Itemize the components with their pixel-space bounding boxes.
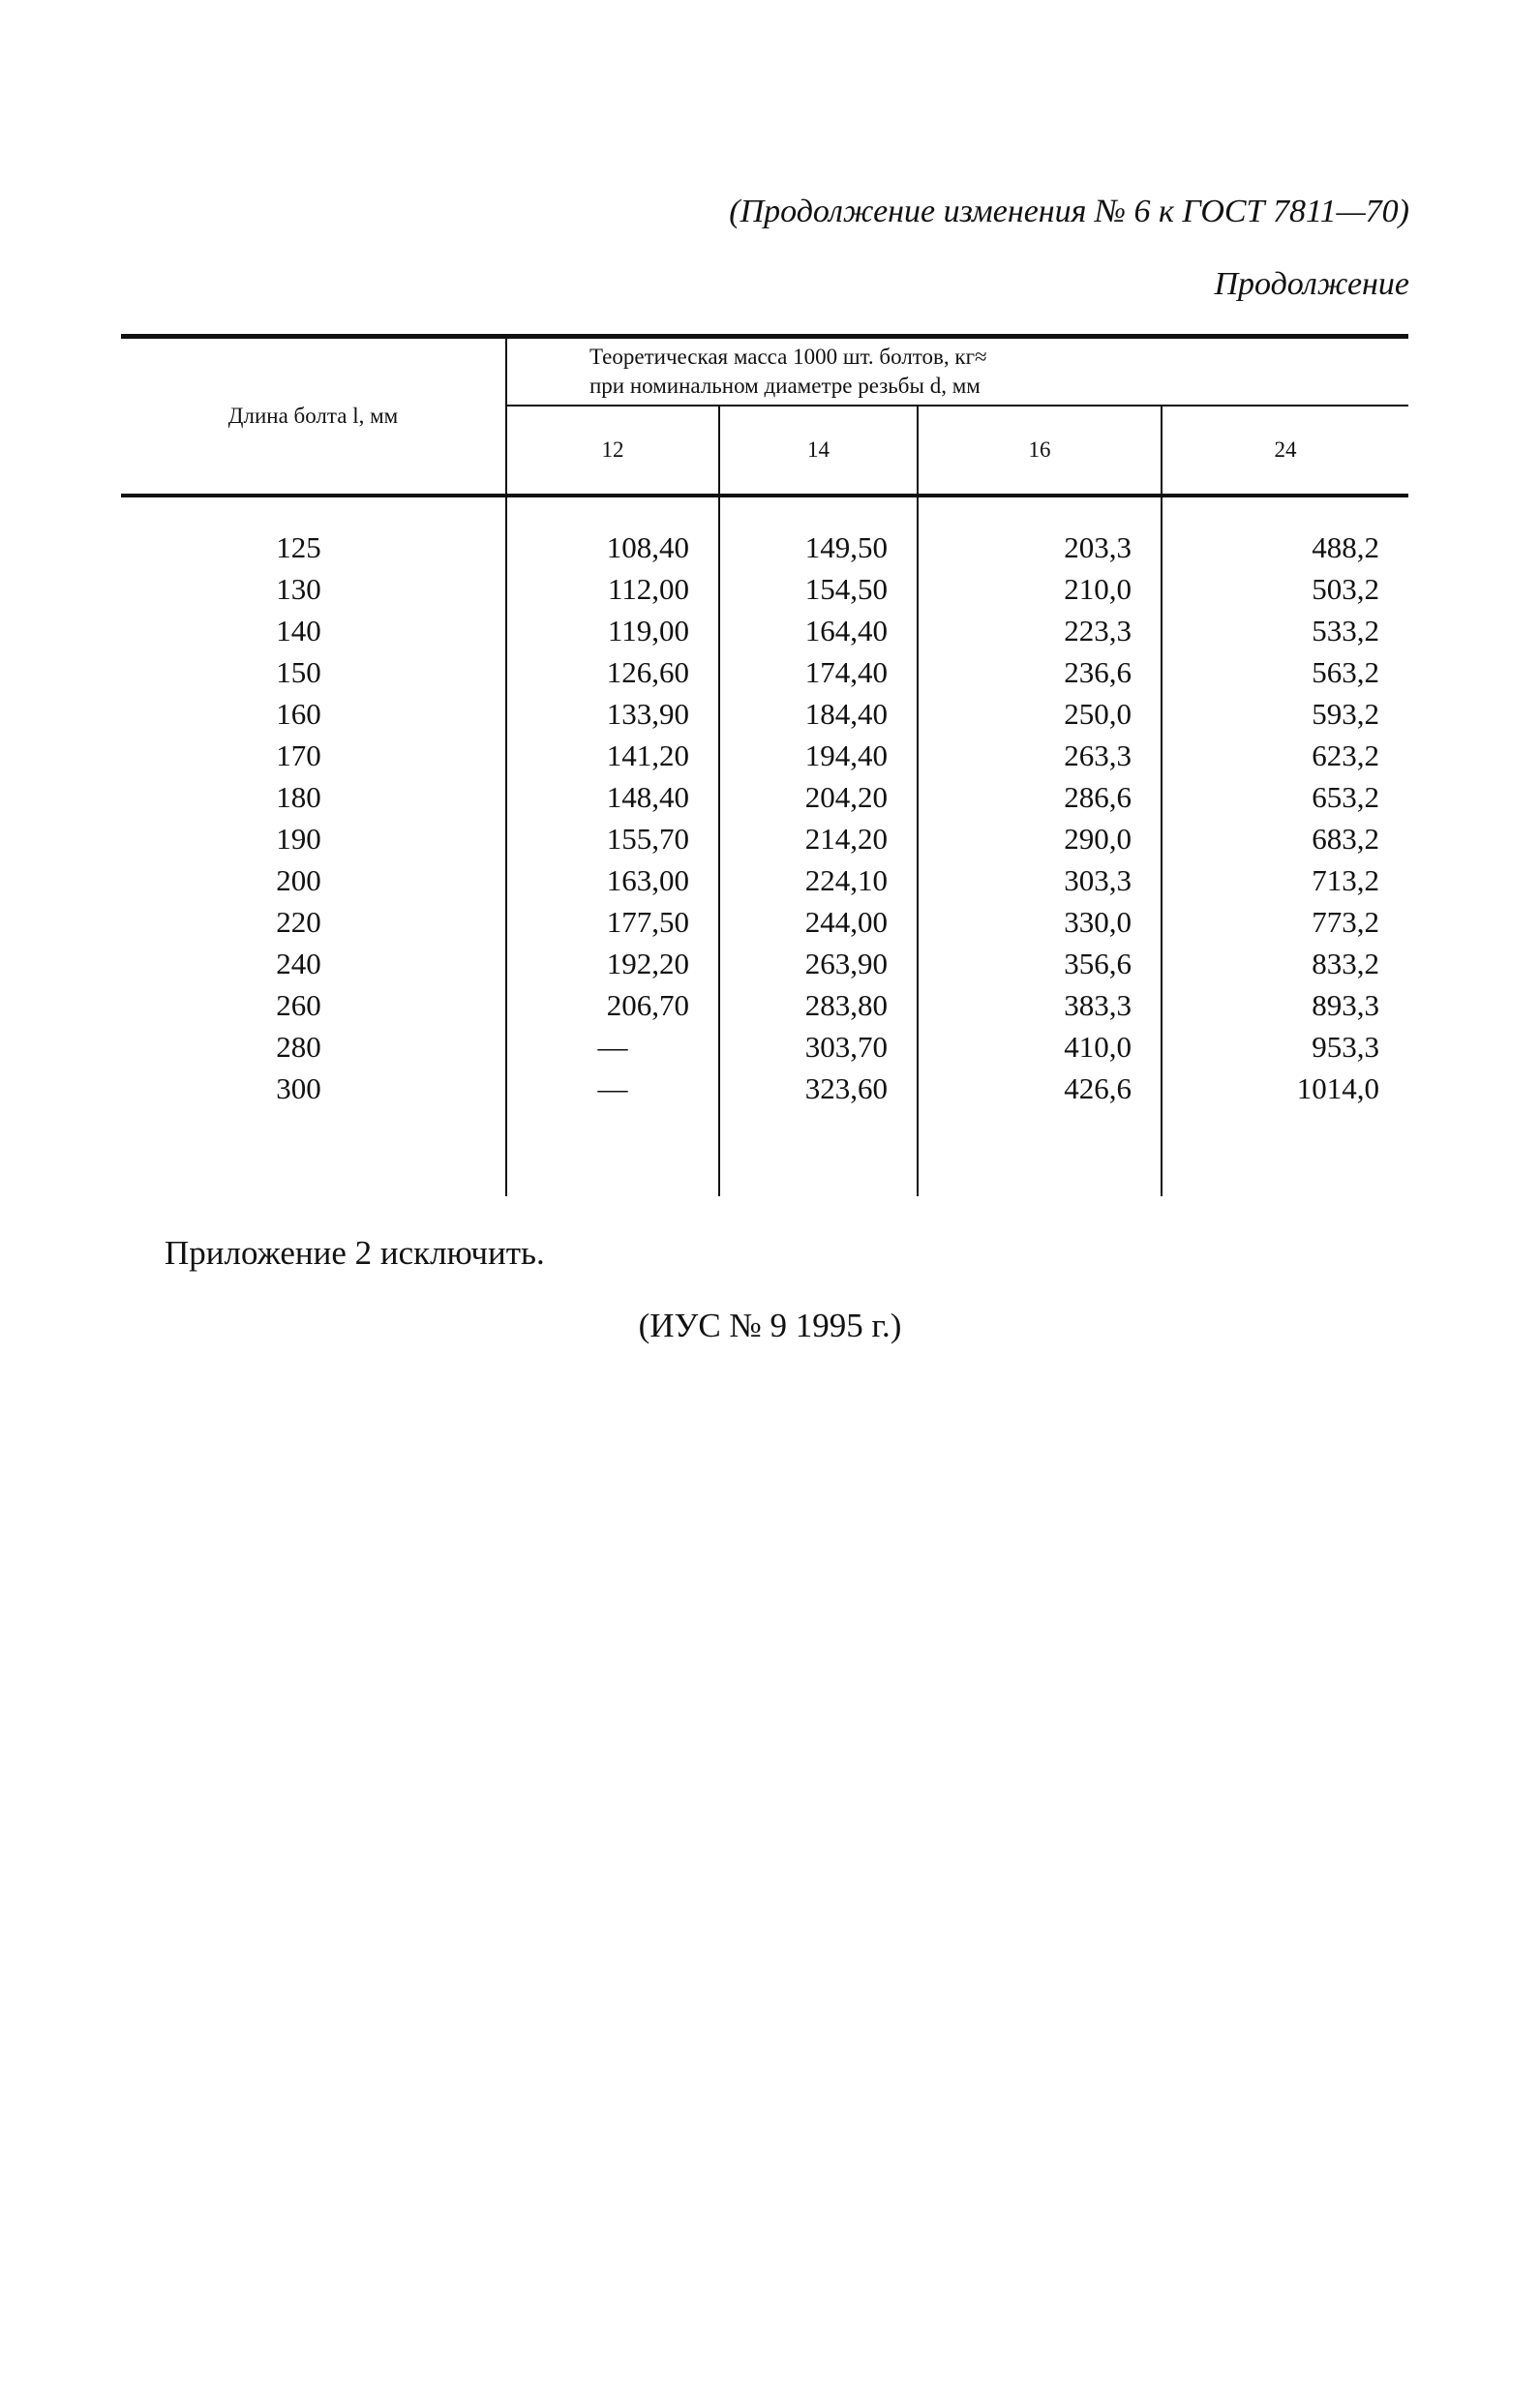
mass-cell-d16: 290,0 <box>918 818 1162 859</box>
bolt-length-cell: 160 <box>121 693 506 735</box>
bolt-length-cell: 300 <box>121 1068 506 1109</box>
diameter-header-24: 24 <box>1162 406 1408 496</box>
mass-cell-d16: 263,3 <box>918 735 1162 776</box>
mass-cell-d14: 224,10 <box>719 859 918 901</box>
table-row <box>121 496 1408 568</box>
bolt-length-cell: 150 <box>121 651 506 693</box>
mass-cell-d14: 244,00 <box>719 901 918 943</box>
filler-cell <box>719 1109 918 1196</box>
table-row <box>121 651 1408 693</box>
mass-cell-d24: 533,2 <box>1162 610 1408 651</box>
mass-cell-d16: 223,3 <box>918 610 1162 651</box>
mass-cell-d24: 503,2 <box>1162 568 1408 610</box>
filler-cell <box>506 1109 719 1196</box>
mass-cell-d14: 154,50 <box>719 568 918 610</box>
table-row <box>121 859 1408 901</box>
mass-cell-d24: 1014,0 <box>1162 1068 1408 1109</box>
mass-cell-d16: 356,6 <box>918 943 1162 984</box>
mass-cell-d24: 773,2 <box>1162 901 1408 943</box>
mass-cell-d14: 164,40 <box>719 610 918 651</box>
mass-cell-d14: 303,70 <box>719 1026 918 1068</box>
table-row <box>121 693 1408 735</box>
table-row <box>121 1026 1408 1068</box>
bolt-length-cell: 170 <box>121 735 506 776</box>
mass-cell-d14: 263,90 <box>719 943 918 984</box>
mass-cell-d12: 141,20 <box>606 738 689 772</box>
bolt-length-cell: 130 <box>121 568 506 610</box>
mass-cell-d12: 126,60 <box>606 655 689 689</box>
mass-cell-d24: 563,2 <box>1162 651 1408 693</box>
mass-cell-d14: 194,40 <box>719 735 918 776</box>
mass-cell-d16: 426,6 <box>918 1068 1162 1109</box>
bolt-length-cell: 260 <box>121 984 506 1026</box>
bolt-mass-table-wrap <box>121 334 1408 1196</box>
mass-cell-d24: 713,2 <box>1162 859 1408 901</box>
mass-cell-d12: 163,00 <box>606 863 689 897</box>
mass-cell-d16: 383,3 <box>918 984 1162 1026</box>
mass-group-header <box>506 337 1408 406</box>
table-row <box>121 568 1408 610</box>
mass-cell-d12: 148,40 <box>606 780 689 814</box>
mass-cell-d16: 210,0 <box>918 568 1162 610</box>
mass-cell-d12: 108,40 <box>606 530 689 564</box>
mass-cell-d12: 206,70 <box>606 988 689 1022</box>
table-row <box>121 776 1408 818</box>
mass-cell-d16: 250,0 <box>918 693 1162 735</box>
table-row <box>121 943 1408 984</box>
table-filler-row <box>121 1109 1408 1196</box>
mass-cell-d14: 204,20 <box>719 776 918 818</box>
bolt-mass-table <box>121 334 1408 1196</box>
mass-cell-d12: 119,00 <box>607 614 689 647</box>
bolt-length-cell: 240 <box>121 943 506 984</box>
mass-cell-d16: 330,0 <box>918 901 1162 943</box>
mass-cell-d12: — <box>597 1030 628 1064</box>
table-row <box>121 610 1408 651</box>
mass-cell-d14: 214,20 <box>719 818 918 859</box>
mass-cell-d16: 203,3 <box>918 496 1162 568</box>
table-row <box>121 901 1408 943</box>
length-column-header: Длина болта l, мм <box>121 337 506 497</box>
appendix-exclusion-note: Приложение 2 исключить. <box>165 1234 545 1272</box>
table-row <box>121 735 1408 776</box>
diameter-header-16: 16 <box>918 406 1162 496</box>
mass-cell-d12: 192,20 <box>606 947 689 980</box>
continuation-label: Продолжение <box>1214 266 1409 302</box>
amendment-reference: (Продолжение изменения № 6 к ГОСТ 7811—70) <box>729 194 1409 229</box>
filler-cell <box>121 1109 506 1196</box>
table-body <box>121 496 1408 1196</box>
mass-cell-d16: 236,6 <box>918 651 1162 693</box>
table-row <box>121 818 1408 859</box>
mass-cell-d14: 323,60 <box>719 1068 918 1109</box>
bolt-length-cell: 200 <box>121 859 506 901</box>
mass-cell-d16: 303,3 <box>918 859 1162 901</box>
bolt-length-cell: 180 <box>121 776 506 818</box>
mass-cell-d24: 683,2 <box>1162 818 1408 859</box>
mass-cell-d24: 653,2 <box>1162 776 1408 818</box>
table-row <box>121 984 1408 1026</box>
mass-cell-d24: 623,2 <box>1162 735 1408 776</box>
bolt-length-cell: 190 <box>121 818 506 859</box>
mass-cell-d24: 953,3 <box>1162 1026 1408 1068</box>
mass-cell-d16: 410,0 <box>918 1026 1162 1068</box>
table-row <box>121 1068 1408 1109</box>
mass-cell-d12: 155,70 <box>606 822 689 856</box>
table-header <box>121 337 1408 497</box>
diameter-header-14: 14 <box>719 406 918 496</box>
mass-cell-d12: 112,00 <box>607 572 689 606</box>
mass-header-line2: при номинальном диаметре резьбы d, мм <box>589 373 981 398</box>
filler-cell <box>1162 1109 1408 1196</box>
bolt-length-cell: 220 <box>121 901 506 943</box>
mass-cell-d24: 833,2 <box>1162 943 1408 984</box>
mass-cell-d12: — <box>597 1071 628 1105</box>
bolt-length-cell: 125 <box>121 496 506 568</box>
mass-cell-d14: 149,50 <box>719 496 918 568</box>
mass-cell-d14: 283,80 <box>719 984 918 1026</box>
mass-cell-d14: 184,40 <box>719 693 918 735</box>
mass-cell-d24: 893,3 <box>1162 984 1408 1026</box>
mass-header-line1: Теоретическая масса 1000 шт. болтов, кг≈ <box>589 344 987 369</box>
mass-cell-d14: 174,40 <box>719 651 918 693</box>
bolt-length-cell: 280 <box>121 1026 506 1068</box>
diameter-header-12: 12 <box>506 406 719 496</box>
mass-cell-d12: 133,90 <box>606 697 689 731</box>
mass-cell-d24: 593,2 <box>1162 693 1408 735</box>
mass-cell-d16: 286,6 <box>918 776 1162 818</box>
ius-reference: (ИУС № 9 1995 г.) <box>638 1307 902 1344</box>
bolt-length-cell: 140 <box>121 610 506 651</box>
filler-cell <box>918 1109 1162 1196</box>
mass-cell-d24: 488,2 <box>1162 496 1408 568</box>
mass-cell-d12: 177,50 <box>606 905 689 939</box>
